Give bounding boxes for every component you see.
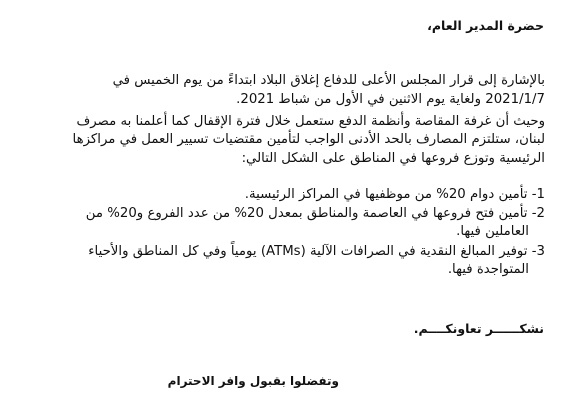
paragraph-2-line-3: الرئيسية وتوزع فروعها في المناطق على الشكل التالي: (241, 151, 545, 166)
list-item-1: 1- تأمين دوام 20% من موظفيها في المراكز الرئيسية. (244, 187, 545, 202)
paragraph-2-line-2: لبنان، ستلتزم المصارف بالحد الأدنى الواجب لتأمين مقتضيات تسيير العمل في مراكزها (72, 132, 545, 147)
thanks-line: نشكــــــر تعاونكــــم. (413, 321, 544, 336)
closing-line: وتفضلوا بقبول وافر الاحترام (167, 374, 339, 388)
list-item-2-line-1: 2- تأمين فتح فروعها في العاصمة والمناطق بمعدل 20% من عدد الفروع و20% من (85, 206, 545, 221)
list-item-3-line-1: 3- توفير المبالغ النقدية في الصرافات الآلية (ATMs) يومياً وفي كل المناطق والأحياء (88, 244, 545, 259)
paragraph-1-line-1: بالإشارة إلى قرار المجلس الأعلى للدفاع إغلاق البلاد ابتداءً من يوم الخميس في (112, 73, 545, 88)
list-item-2-line-2: العاملين فيها. (456, 224, 529, 239)
paragraph-2-line-1: وحيث أن غرفة المقاصة وأنظمة الدفع ستعمل خلال فترة الإقفال كما أعلمنا به مصرف (76, 114, 545, 129)
salutation: حضرة المدير العام، (427, 18, 544, 33)
paragraph-1-line-2: 2021/1/7 ولغاية يوم الاثنين في الأول من شباط 2021. (236, 92, 545, 107)
list-item-3-line-2: المتواجدة فيها. (447, 262, 529, 277)
